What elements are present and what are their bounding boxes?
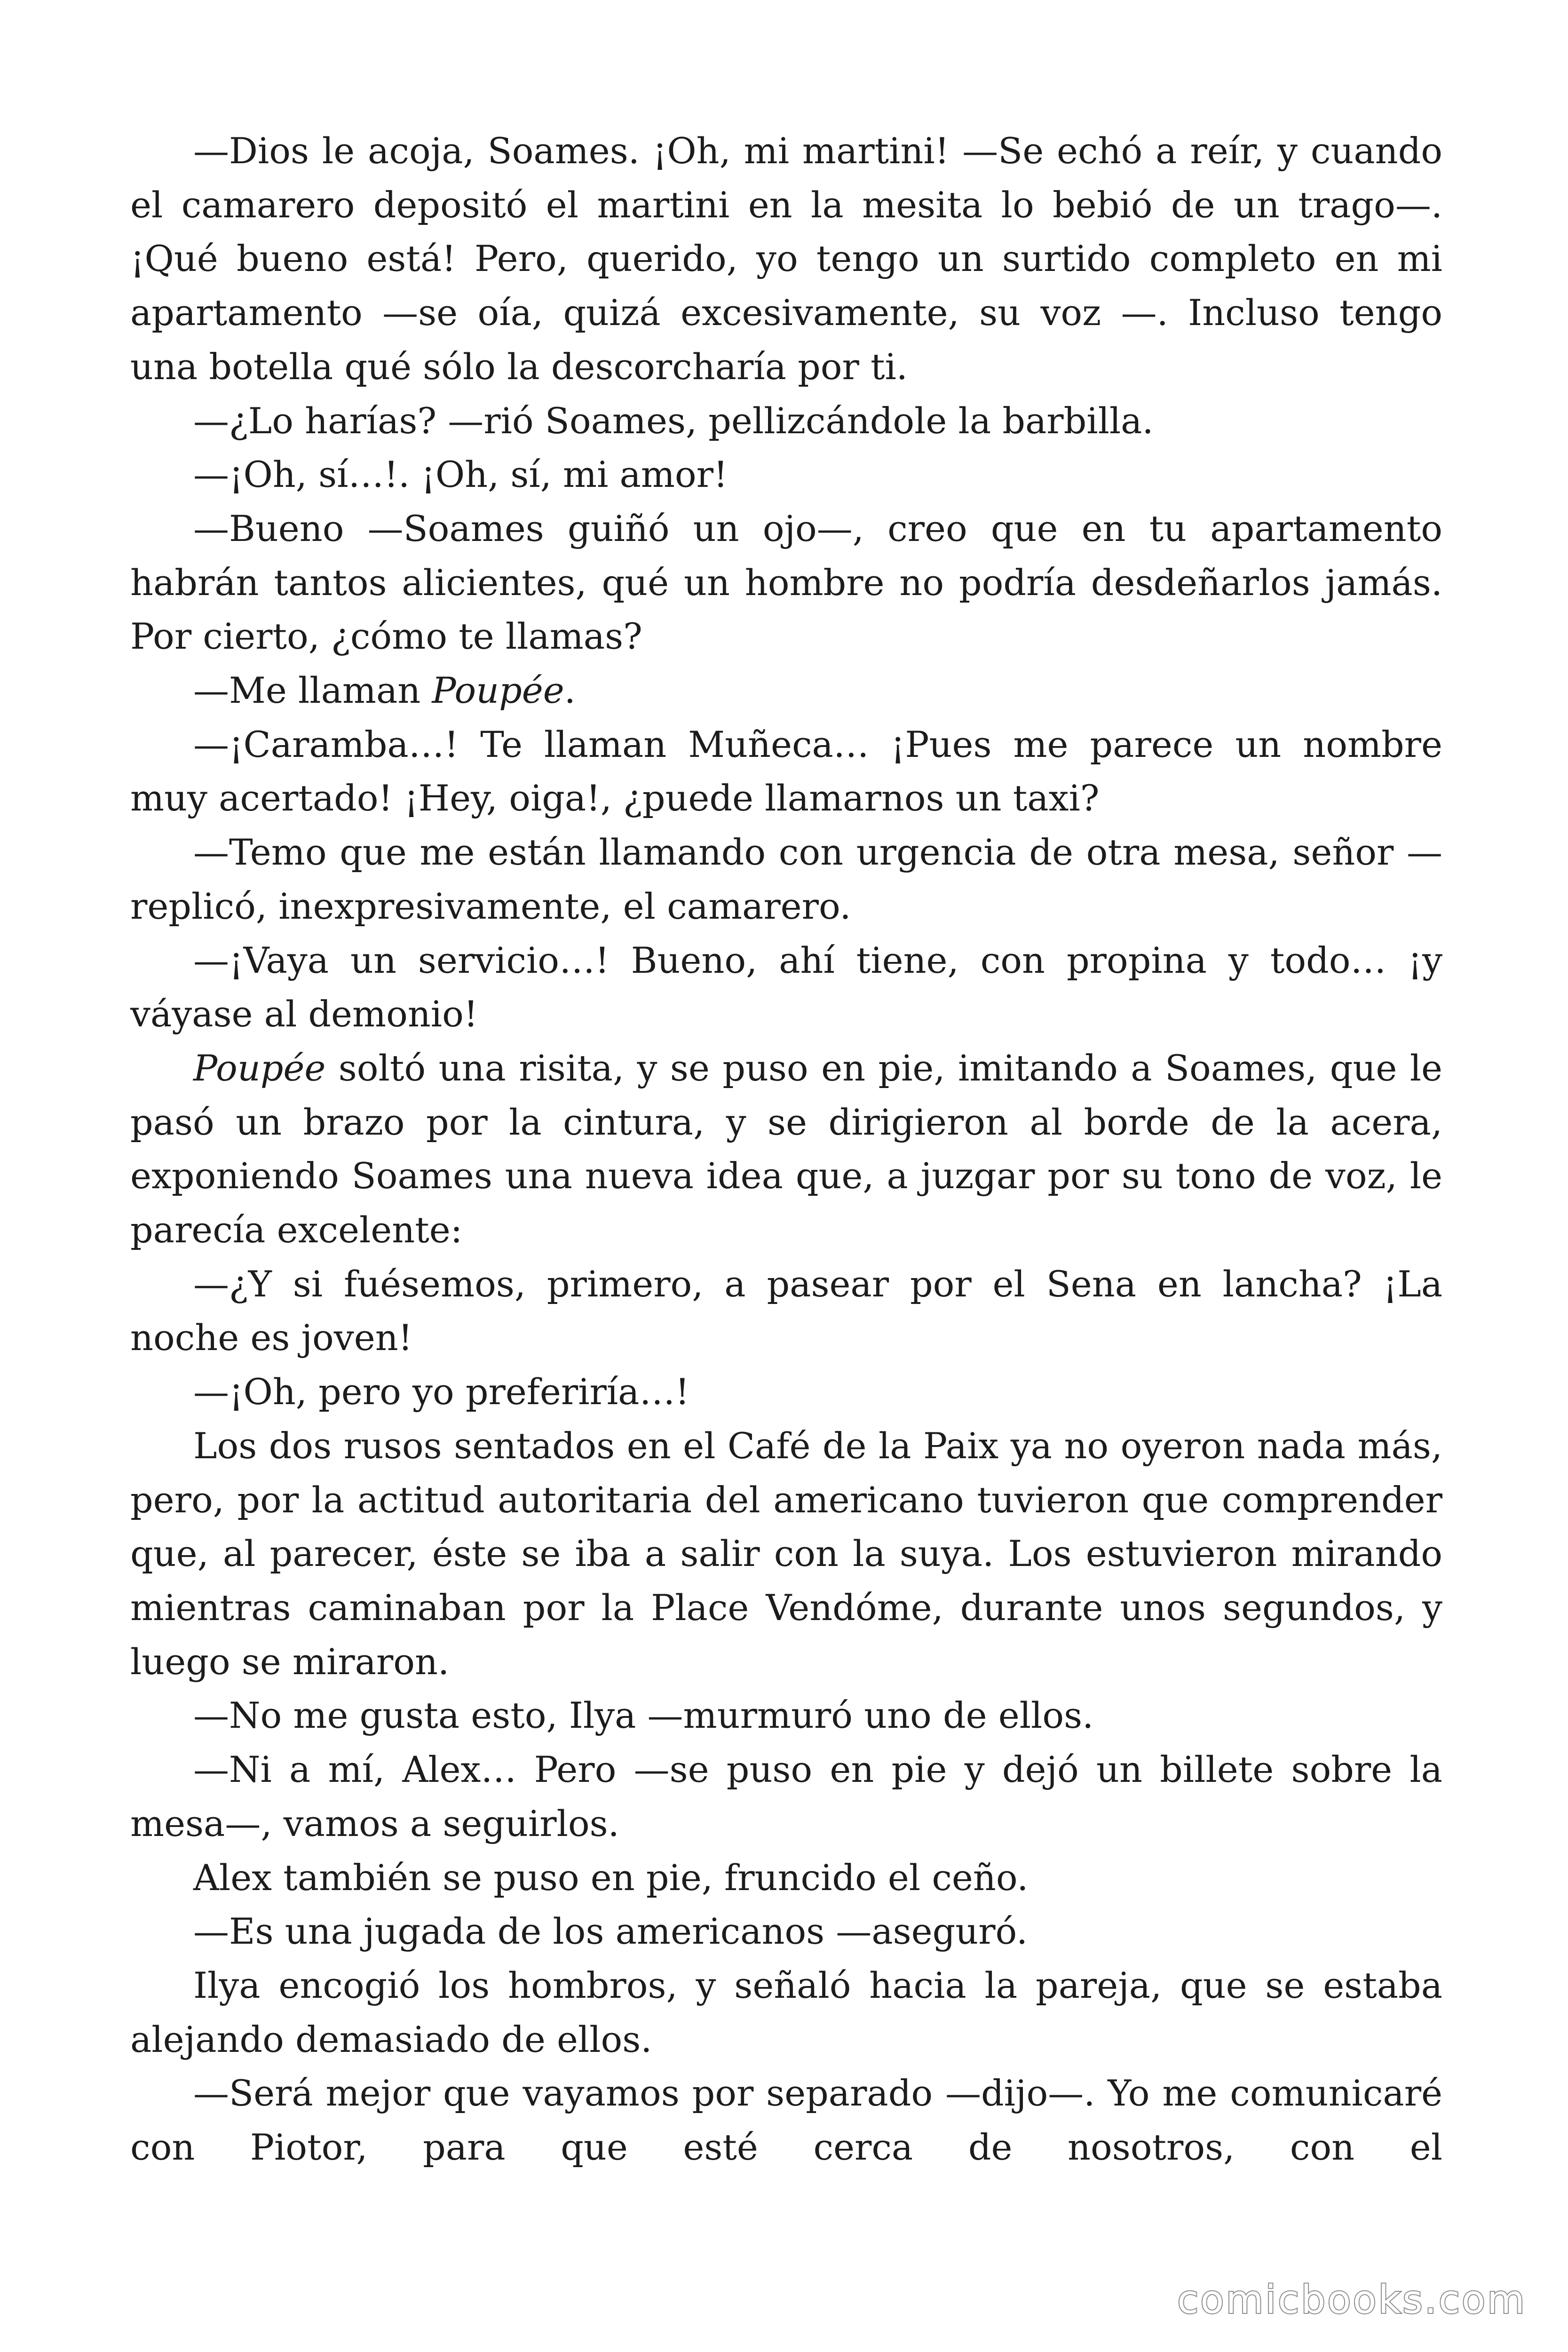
text-run: Ilya encogió los hombros, y señaló hacia la pareja, que se estaba alejando demasiado de ellos. (130, 1964, 1442, 2060)
paragraph (130, 1959, 1442, 2066)
paragraph (130, 1743, 1442, 1851)
text-run: —¡Caramba…! Te llaman Muñeca… ¡Pues me parece un nombre muy acertado! ¡Hey, oiga!, ¿puede llamarnos un taxi? (130, 723, 1442, 819)
site-watermark: comicbooks.com (1177, 2278, 1527, 2322)
text-run: —¿Y si fuésemos, primero, a pasear por el Sena en lancha? ¡La noche es joven! (130, 1263, 1442, 1359)
text-run: —¡Oh, pero yo preferiría…! (193, 1371, 690, 1413)
text-run: . (564, 669, 576, 712)
paragraph (130, 1419, 1442, 1689)
text-run: —¡Oh, sí…!. ¡Oh, sí, mi amor! (193, 453, 728, 496)
text-run: —¡Vaya un servicio…! Bueno, ahí tiene, con propina y todo… ¡y váyase al demonio! (130, 939, 1442, 1035)
paragraph (130, 1365, 1442, 1419)
paragraph (130, 826, 1442, 933)
paragraph (130, 664, 1442, 718)
book-page-text (130, 124, 1442, 2175)
text-run: —Bueno —Soames guiñó un ojo—, creo que en tu apartamento habrán tantos alicientes, qué un hombre no podría desdeñarlos jamás. Por cierto, ¿cómo te llamas? (130, 507, 1442, 658)
text-run: soltó una risita, y se puso en pie, imitando a Soames, que le pasó un brazo por la cintura, y se dirigieron al borde de la acera, exponiendo Soames una nueva idea que, a juzgar por su tono de voz, le parecía excelente: (130, 1047, 1442, 1251)
text-run: —Temo que me están llamando con urgencia de otra mesa, señor —replicó, inexpresivamente, el camarero. (130, 831, 1442, 927)
text-run: Alex también se puso en pie, fruncido el ceño. (193, 1856, 1029, 1899)
italic-text: Poupée (432, 669, 564, 712)
text-run: Los dos rusos sentados en el Café de la Paix ya no oyeron nada más, pero, por la actitud autoritaria del americano tuvieron que comprender que, al parecer, éste se iba a salir con la suya. Los estuvieron mirando mientras caminaban por la Place Vendóme, durante unos segundos, y luego se miraron. (130, 1424, 1442, 1683)
paragraph (130, 448, 1442, 502)
text-run: —Ni a mí, Alex… Pero —se puso en pie y dejó un billete sobre la mesa—, vamos a seguirlos. (130, 1748, 1442, 1844)
paragraph (130, 394, 1442, 448)
paragraph (130, 1257, 1442, 1365)
italic-text: Poupée (193, 1047, 326, 1089)
text-run: —Me llaman (193, 669, 432, 712)
paragraph (130, 1905, 1442, 1959)
text-run: —Será mejor que vayamos por separado —dijo—. Yo me comunicaré con Piotor, para que esté cerca de nosotros, con el (130, 2072, 1442, 2169)
paragraph (130, 1041, 1442, 1257)
paragraph (130, 1689, 1442, 1743)
paragraph (130, 1851, 1442, 1905)
text-run: —¿Lo harías? —rió Soames, pellizcándole la barbilla. (193, 399, 1154, 442)
text-run: —Dios le acoja, Soames. ¡Oh, mi martini! —Se echó a reír, y cuando el camarero depositó el martini en la mesita lo bebió de un trago—. ¡Qué bueno está! Pero, querido, yo tengo un surtido completo en mi apartamento —se oía, quizá excesivamente, su voz —. Incluso tengo una botella qué sólo la descorcharía por ti. (130, 130, 1442, 388)
paragraph (130, 934, 1442, 1041)
paragraph (130, 124, 1442, 394)
paragraph (130, 502, 1442, 664)
text-run: —Es una jugada de los americanos —aseguró. (193, 1910, 1028, 1953)
text-run: —No me gusta esto, Ilya —murmuró uno de ellos. (193, 1694, 1094, 1737)
paragraph (130, 718, 1442, 826)
paragraph (130, 2066, 1442, 2174)
